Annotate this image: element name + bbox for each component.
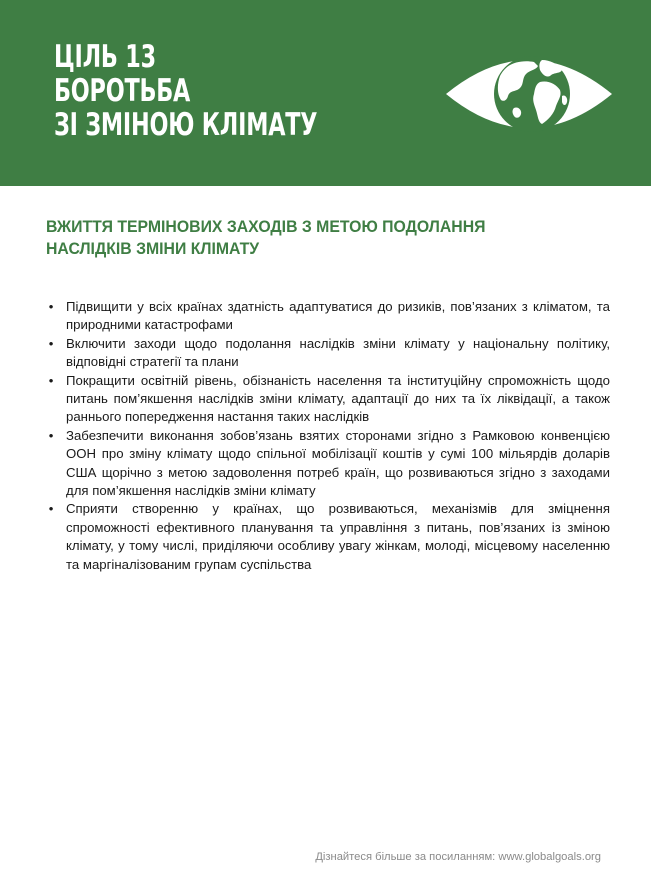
bullet-icon: • [48,501,54,517]
target-text: Сприяти створенню у країнах, що розвиваються, механізмів для зміцнення спроможності ефективного планування та управління з питань, пов’язаних із зміною клімату, у тому числі, приділяючи особливу увагу жінкам, молоді, місцевому населенню та маргіналізованим групам суспільства [66,501,610,572]
target-item [46,427,610,501]
eye-globe-icon [444,44,614,144]
bullet-icon: • [48,372,54,388]
bullet-icon: • [48,299,54,314]
bullet-icon: • [48,427,54,443]
target-text: Підвищити у всіх країнах здатність адаптуватися до ризиків, пов’язаних з кліматом, та природними катастрофами [66,299,610,333]
targets-list [46,298,610,574]
target-item [46,335,610,372]
goal-title [54,40,356,142]
target-text: Забезпечити виконання зобов’язань взятих сторонами згідно з Рамковою конвенцією ООН про зміну клімату щодо спільної мобілізації коштів у сумі 100 мільярдів доларів США щорічно з метою задоволення потреб країн, що розвиваються згідно з заходами для пом’якшення наслідків зміни клімату [66,427,610,499]
goal-number: ЦІЛЬ 13 [54,39,156,75]
footer-link-text: Дізнайтеся більше за посиланням: www.globalgoals.org [315,851,601,863]
target-text: Покращити освітній рівень, обізнаність населення та інституційну спроможність щодо питань пом’якшення наслідків зміни клімату, адаптації до них та їх ліквідації, а також раннього попередження настання таких наслідків [66,372,610,425]
goal-header [0,0,651,186]
bullet-icon: • [48,335,54,351]
goal-title-line-1: БОРОТЬБА [54,73,191,109]
target-item [46,298,610,335]
target-text: Включити заходи щодо подолання наслідків зміни клімату у національну політику, відповідні стратегії та плани [66,335,610,370]
target-item [46,500,610,574]
target-item [46,372,610,427]
goal-subtitle: ВЖИТТЯ ТЕРМІНОВИХ ЗАХОДІВ З МЕТОЮ ПОДОЛАННЯ НАСЛІДКІВ ЗМІНИ КЛІМАТУ [46,217,486,258]
goal-title-line-2: ЗІ ЗМІНОЮ КЛІМАТУ [54,107,318,143]
